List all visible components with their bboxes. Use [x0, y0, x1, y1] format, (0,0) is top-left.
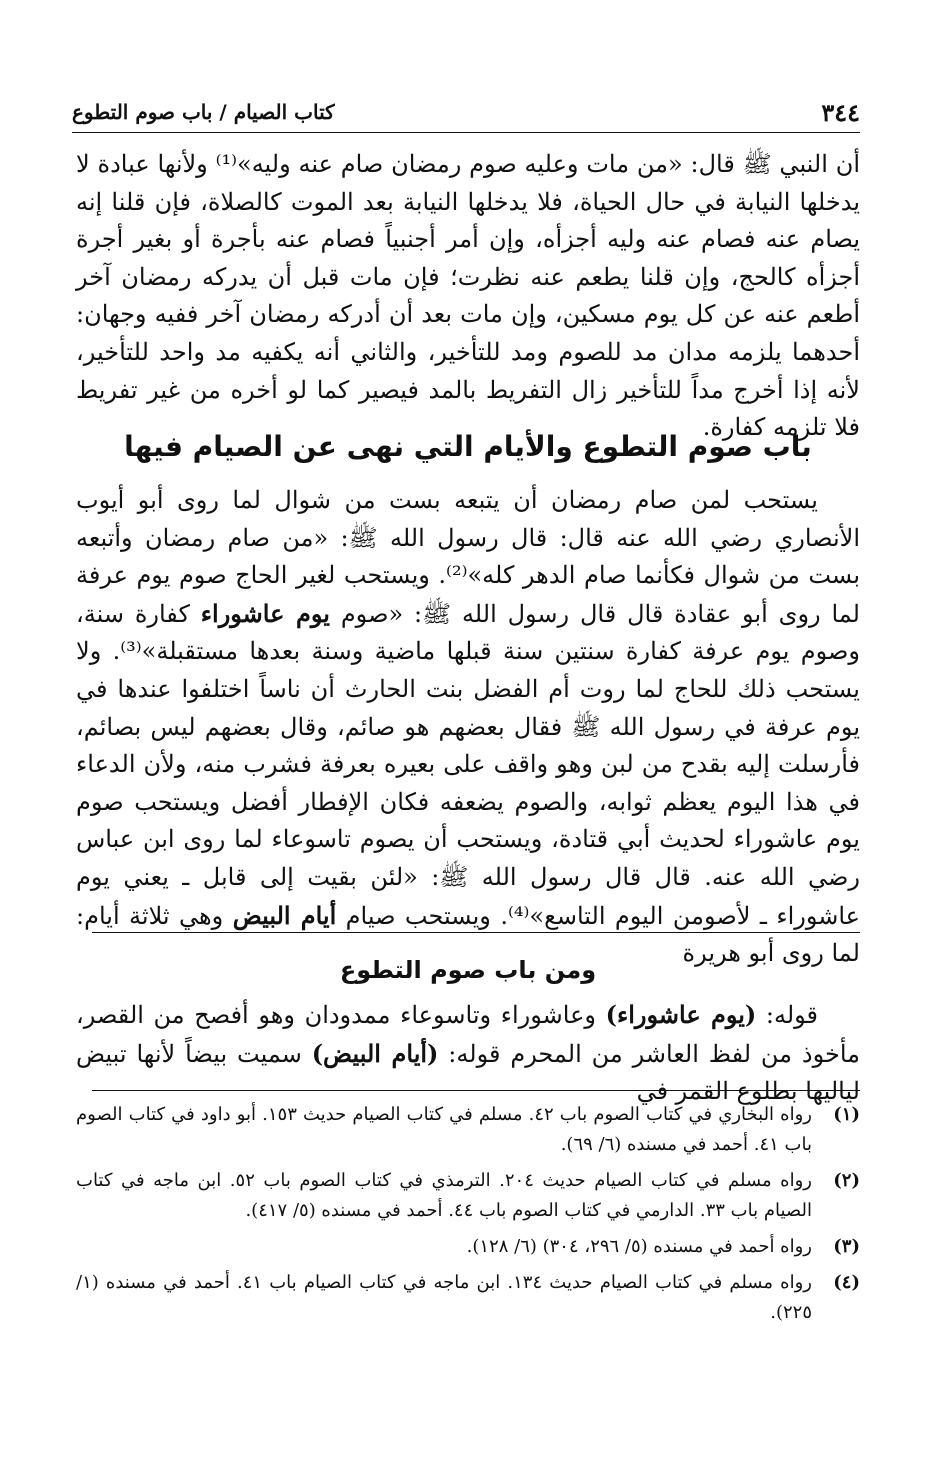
footnote	[76, 1100, 860, 1160]
commentary-heading: ومن باب صوم التطوع	[339, 956, 597, 984]
text-run: كفارة سنة، وصوم يوم عرفة كفارة سنتين سنة قبلها ماضية وسنة بعدها مستقبلة»⁽³⁾. ولا يستحب ذلك للحاج لما روت أم الفضل بنت الحارث أن ناساً اختلفوا عندها في يوم عرفة في رسول الله ﷺ فقال بعضهم هو صائم، وقال بعضهم ليس بصائم، فأرسلت إليه بقدح من لبن وهو واقف على بعيره بعرفة فشرب منه، ولأن الدعاء في هذا اليوم يعظم ثوابه، والصوم يضعفه فكان الإفطار أفضل ويستحب صوم يوم عاشوراء لحديث أبي قتادة، ويستحب أن يصوم تاسوعاء لما روى ابن عباس رضي الله عنه. قال قال رسول الله ﷺ: «لئن بقيت إلى قابل ـ يعني يوم عاشوراء ـ لأصومن اليوم التاسع»⁽⁴⁾. ويستحب صيام	[76, 599, 861, 930]
footnote-number: (٣)	[833, 1236, 860, 1257]
page-number: ٣٤٤	[821, 98, 860, 127]
paragraph-commentary	[76, 996, 860, 1111]
commentary-separator	[92, 932, 860, 933]
footnote-text: رواه مسلم في كتاب الصيام حديث ١٣٤. ابن ماجه في كتاب الصيام باب ٤١. أحمد في مسنده (١/ ٢٢٥).	[76, 1272, 812, 1323]
text-run: وعاشوراء وتاسوعاء ممدودان وهو أفصح من القصر، مأخوذ من لفظ العاشر من المحرم قوله:	[76, 1001, 861, 1068]
text-run: يستحب لمن صام رمضان أن يتبعه بست من شوال لما روى أبو أيوب الأنصاري رضي الله عنه قال: قال رسول الله ﷺ: «من صام رمضان وأتبعه بست من شوال فكأنما صام الدهر كله»⁽²⁾. ويستحب لغير الحاج صوم يوم عرفة لما روى أبو عقادة قال قال رسول الله ﷺ: «صوم	[76, 486, 861, 628]
paragraph-voluntary-fasting	[76, 482, 860, 973]
term-white-days-gloss: (أيام البيض)	[311, 1038, 439, 1068]
paragraph-fasting-for-deceased: أن النبي ﷺ قال: «من مات وعليه صوم رمضان صام عنه وليه»⁽¹⁾ ولأنها عبادة لا يدخلها النيابة في حال الحياة، فلا يدخلها النيابة بعد الموت كالصلاة، فإن قلنا إنه يصام عنه فصام عنه وليه أجزأه، وإن أمر أجنبياً فصام عنه بأجرة أو بغير أجرة أجزأه كالحج، وإن قلنا يطعم عنه نظرت؛ فإن مات قبل أن يدركه رمضان آخر أطعم عنه عن كل يوم مسكين، وإن مات بعد أن أدركه رمضان آخر ففيه وجهان: أحدهما يلزمه مدان مد للصوم ومد للتأخير، والثاني أنه يكفيه مد واحد للتأخير، لأنه إذا أخرج مداً للتأخير زال التفريط بالمد فيصير كما لو أخره من غير تفريط فلا تلزمه كفارة.	[76, 150, 861, 442]
page-header	[72, 92, 860, 133]
running-title: كتاب الصيام / باب صوم التطوع	[72, 100, 335, 124]
footnote-separator	[92, 1090, 860, 1091]
footnote-text: رواه البخاري في كتاب الصوم باب ٤٢. مسلم في كتاب الصيام حديث ١٥٣. أبو داود في كتاب الصوم باب ٤١. أحمد في مسنده (٦/ ٦٩).	[76, 1104, 812, 1155]
footnote	[76, 1268, 860, 1328]
section-commentary	[76, 996, 860, 1111]
footnote-number: (٢)	[833, 1170, 860, 1191]
footnote-text: رواه مسلم في كتاب الصيام حديث ٢٠٤. الترمذي في كتاب الصوم باب ٥٢. ابن ماجه في كتاب الصيام باب ٣٣. الدارمي في كتاب الصوم باب ٤٤. أحمد في مسنده (٥/ ٤١٧).	[76, 1170, 812, 1221]
footnote-text: رواه أحمد في مسنده (٥/ ٢٩٦، ٣٠٤) (٦/ ١٢٨).	[466, 1236, 812, 1257]
term-white-days: أيام البيض	[232, 900, 337, 930]
section-voluntary-fasting	[76, 482, 860, 973]
footnotes	[76, 1100, 860, 1334]
section-fasting-for-deceased	[76, 146, 860, 447]
footnote-number: (١)	[833, 1104, 860, 1125]
chapter-heading-voluntary-fasting: باب صوم التطوع والأيام التي نهى عن الصيام فيها	[124, 430, 812, 463]
footnote	[76, 1232, 860, 1262]
footnote-number: (٤)	[833, 1272, 860, 1293]
footnote	[76, 1166, 860, 1226]
text-run: قوله:	[756, 1001, 819, 1029]
term-ashura: يوم عاشوراء	[200, 598, 330, 628]
text-run: سميت بيضاً لأنها تبيض لياليها بطلوع القمر في	[76, 1039, 860, 1106]
text-run: وهي ثلاثة أيام: لما روى أبو هريرة	[76, 901, 860, 968]
term-ashura-gloss: (يوم عاشوراء)	[605, 1000, 757, 1029]
